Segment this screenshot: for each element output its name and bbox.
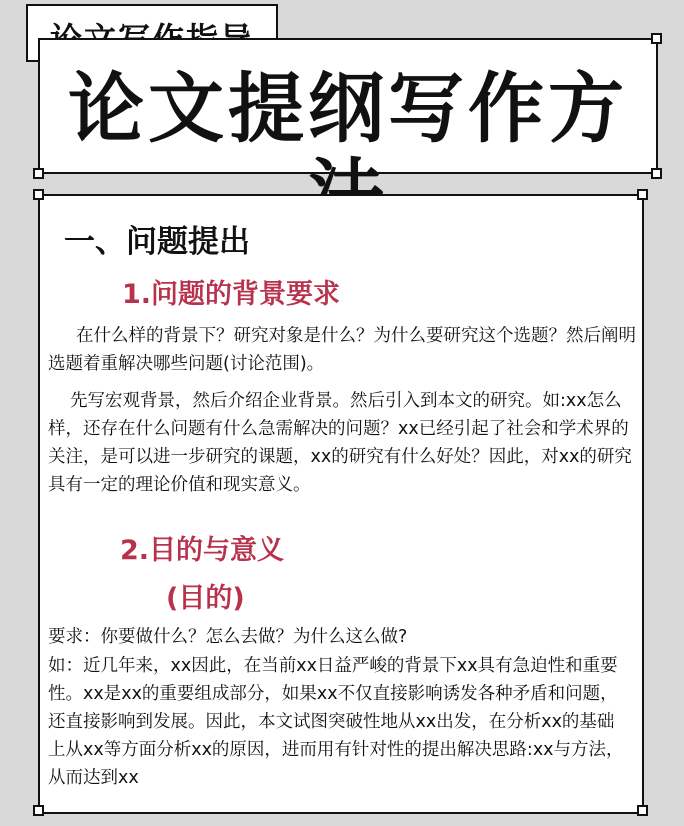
page-title: 论文提纲写作方 <box>68 64 628 153</box>
resize-handle[interactable] <box>33 168 44 179</box>
resize-handle[interactable] <box>637 189 648 200</box>
section-heading: 一、问题提出 <box>64 224 250 260</box>
resize-handle[interactable] <box>33 189 44 200</box>
resize-handle[interactable] <box>33 805 44 816</box>
title-box <box>38 38 658 174</box>
paragraph-requirement: 要求：你要做什么？怎么去做？为什么这么做? <box>48 627 408 647</box>
paragraph-background-1: 在什么样的背景下？研究对象是什么？为什么要研究这个选题？然后阐明选题着重解决哪些问题(讨论范围)。 <box>48 326 636 374</box>
subsection-heading-background: 1.问题的背景要求 <box>122 279 341 310</box>
resize-handle[interactable] <box>651 168 662 179</box>
paragraph-example: 如：近几年来，xx因此，在当前xx日益严峻的背景下xx具有急迫性和重要性。xx是xx的重要组成部分，如果xx不仅直接影响诱发各种矛盾和问题，还直接影响到发展。因此，本文试图突破性地从xx出发，在分析xx的基础上从xx等方面分析xx的原因，进而用有针对性的提出解决思路:xx与方法，从而达到xx <box>48 656 624 788</box>
resize-handle[interactable] <box>637 805 648 816</box>
subsection-subheading: (目的) <box>166 583 245 614</box>
subsection-heading-purpose: 2.目的与意义 <box>120 535 285 566</box>
content-box <box>38 194 644 814</box>
resize-handle[interactable] <box>651 33 662 44</box>
paragraph-background-2: 先写宏观背景，然后介绍企业背景。然后引入到本文的研究。如:xx怎么样，还存在什么问题有什么急需解决的问题？xx已经引起了社会和学术界的关注，是可以进一步研究的课题，xx的研究有什么好处？因此，对xx的研究具有一定的理论价值和现实意义。 <box>48 391 632 495</box>
